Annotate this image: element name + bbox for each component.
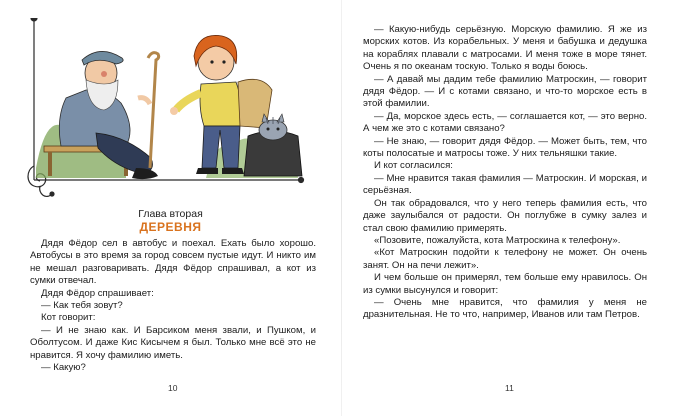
left-page-text bbox=[30, 238, 316, 374]
paragraph: — Не знаю, — говорит дядя Фёдор. — Может быть, тем, что коты полосатые и матросы тоже. У них тельняшки такие. bbox=[363, 135, 647, 160]
illustration-old-man-boy-cat bbox=[26, 18, 316, 203]
paragraph: И кот согласился: bbox=[374, 160, 453, 172]
paragraph: — Очень мне нравится, что фамилия у меня не дразнительная. Не то что, например, Иванов или там Петров. bbox=[363, 296, 647, 321]
chapter-label: Глава вторая bbox=[138, 208, 203, 220]
illustration-drawing bbox=[26, 18, 316, 203]
paragraph: «Кот Матроскин подойти к телефону не может. Он очень занят. Он на печи лежит». bbox=[363, 247, 647, 271]
right-page-text bbox=[363, 24, 647, 322]
paragraph: Дядя Фёдор спрашивает: bbox=[41, 287, 154, 299]
left-page bbox=[0, 0, 341, 416]
paragraph: — Мне нравится такая фамилия — Матроскин. И морская, и серьёзная. bbox=[363, 172, 647, 197]
paragraph: Кот говорит: bbox=[41, 312, 96, 324]
paragraph: Он так обрадовался, что у него теперь фамилия есть, что даже заулыбался от радости. Он поглубже в сумку залез и стал свою фамилию примерять. bbox=[363, 197, 647, 234]
chapter-title: ДЕРЕВНЯ bbox=[139, 220, 202, 234]
paragraph: — Как тебя зовут? bbox=[41, 300, 123, 312]
paragraph: — Какую-нибудь серьёзную. Морскую фамилию. Я же из морских котов. Из корабельных. У меня и бабушка и дедушка на кораблях плавали с матросами. И меня тоже в море тянет. Очень я по океанам тоскую. Только я воды боюсь. bbox=[363, 24, 647, 73]
paragraph: — И не знаю как. И Барсиком меня звали, и Пушком, и Оболтусом. И даже Кис Кисычем я был. Только мне всё это не нравится. Я хочу фамилию иметь. bbox=[30, 324, 316, 361]
page-number-left: 10 bbox=[168, 383, 178, 393]
paragraph: — А давай мы дадим тебе фамилию Матроскин, — говорит дядя Фёдор. — И с котами связано, и что-то морское есть в этой фамилии. bbox=[363, 73, 647, 110]
paragraph: — Какую? bbox=[41, 362, 86, 374]
page-number-right: 11 bbox=[505, 383, 514, 393]
paragraph: — Да, морское здесь есть, — соглашается кот, — это верно. А чем же это с котами связано? bbox=[363, 110, 647, 135]
paragraph: И чем больше он примерял, тем больше ему нравилось. Он из сумки высунулся и говорит: bbox=[363, 272, 647, 296]
paragraph: «Позовите, пожалуйста, кота Матроскина к телефону». bbox=[374, 234, 621, 246]
paragraph: Дядя Фёдор сел в автобус и поехал. Ехать было хорошо. Автобусы в это время за город совсем пустые идут. И никто им не мешал разговаривать. Дядя Фёдор спрашивал, а кот из сумки отвечал. bbox=[30, 238, 316, 287]
